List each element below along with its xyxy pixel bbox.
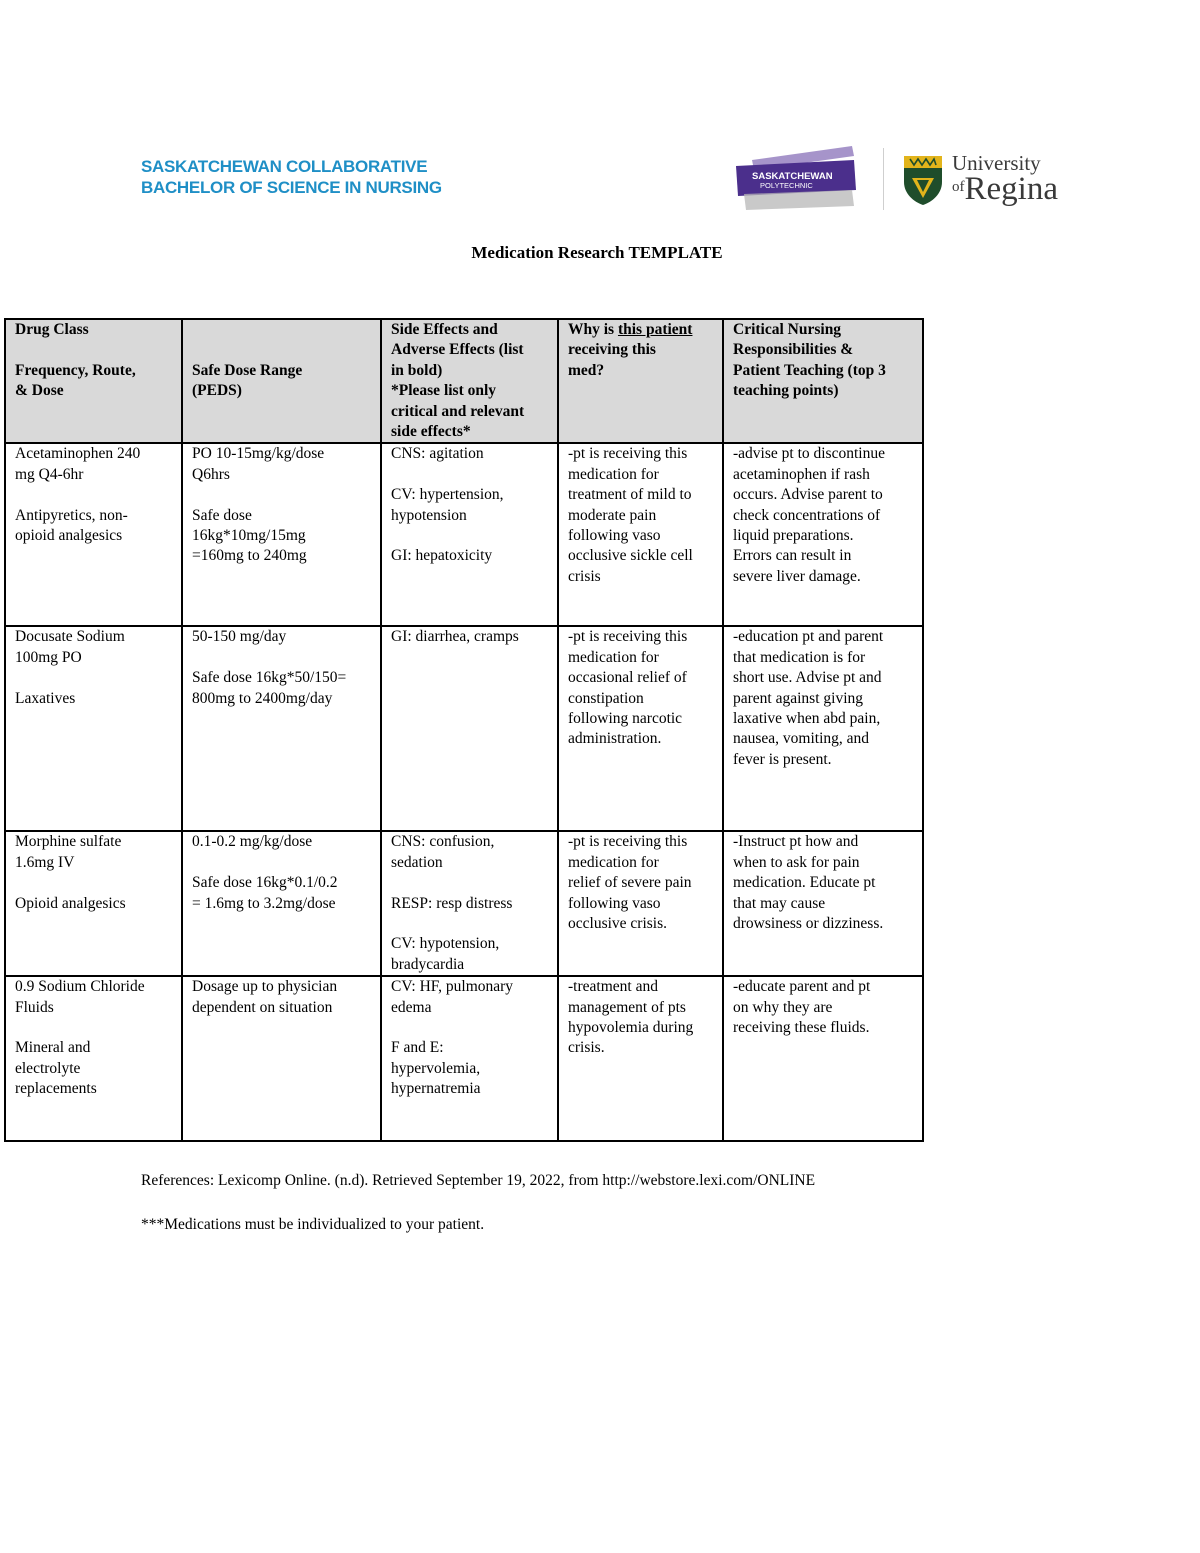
cell-line bbox=[192, 648, 371, 668]
reason-cell bbox=[558, 626, 723, 831]
medication-table bbox=[4, 318, 924, 1142]
cell-line: dependent on situation bbox=[192, 998, 333, 1016]
cell-line: F and E: bbox=[391, 1039, 444, 1057]
header-line: teaching points) bbox=[733, 382, 839, 400]
nursing-cell bbox=[723, 831, 923, 976]
cell-line: Mineral and bbox=[15, 1039, 91, 1057]
header-line: Frequency, Route, bbox=[15, 361, 136, 379]
cell-line: Fluids bbox=[15, 998, 54, 1016]
cell-line: receiving these fluids. bbox=[733, 1019, 870, 1037]
header-line bbox=[192, 340, 371, 360]
cell-line: = 1.6mg to 3.2mg/dose bbox=[192, 894, 336, 912]
cell-line: that may cause bbox=[733, 894, 826, 912]
cell-line: edema bbox=[391, 998, 432, 1016]
program-name bbox=[141, 156, 442, 198]
cell-line bbox=[15, 1018, 172, 1038]
cell-line: Opioid analgesics bbox=[15, 894, 126, 912]
drug-cell bbox=[5, 443, 182, 626]
cell-line: hypernatremia bbox=[391, 1080, 481, 1098]
header-drug-class bbox=[5, 319, 182, 443]
cell-line: medication. Educate pt bbox=[733, 874, 876, 892]
cell-line bbox=[192, 485, 371, 505]
header-line: Safe Dose Range bbox=[192, 361, 303, 379]
crest-icon bbox=[902, 154, 944, 206]
cell-line: CV: hypertension, bbox=[391, 486, 504, 504]
cell-line: 16kg*10mg/15mg bbox=[192, 527, 306, 545]
cell-line: crisis. bbox=[568, 1039, 605, 1057]
cell-line: -education pt and parent bbox=[733, 628, 884, 646]
header-safe-dose-range bbox=[182, 319, 381, 443]
cell-line: management of pts bbox=[568, 998, 686, 1016]
cell-line: Safe dose 16kg*50/150= bbox=[192, 669, 347, 687]
cell-line bbox=[15, 668, 172, 688]
cell-line bbox=[391, 465, 548, 485]
reason-cell bbox=[558, 831, 723, 976]
header-line: Drug Class bbox=[15, 321, 89, 338]
header-line: Patient Teaching (top 3 bbox=[733, 361, 886, 379]
cell-line: -pt is receiving this bbox=[568, 628, 688, 646]
header-line: (PEDS) bbox=[192, 382, 242, 400]
cell-line: CNS: confusion, bbox=[391, 833, 495, 851]
cell-line bbox=[391, 914, 548, 934]
header-line: Responsibilities & bbox=[733, 341, 854, 359]
cell-line: CV: hypotension, bbox=[391, 935, 500, 953]
nursing-cell bbox=[723, 443, 923, 626]
cell-line: Laxatives bbox=[15, 689, 76, 707]
poly-logo-text-line1: SASKATCHEWAN bbox=[752, 171, 833, 182]
cell-line: occurs. Advise parent to bbox=[733, 486, 883, 504]
cell-line: 50-150 mg/day bbox=[192, 628, 287, 646]
header-line: *Please list only bbox=[391, 382, 497, 400]
dose-cell bbox=[182, 626, 381, 831]
header-line: med? bbox=[568, 361, 605, 379]
cell-line: laxative when abd pain, bbox=[733, 710, 881, 728]
nursing-cell bbox=[723, 626, 923, 831]
header-line: Side Effects and bbox=[391, 321, 498, 338]
cell-line: Safe dose 16kg*0.1/0.2 bbox=[192, 874, 338, 892]
uregina-university-text: University bbox=[952, 151, 1041, 175]
cell-line bbox=[391, 873, 548, 893]
cell-line: parent against giving bbox=[733, 689, 863, 707]
side-effects-cell bbox=[381, 443, 558, 626]
cell-line: -advise pt to discontinue bbox=[733, 445, 885, 463]
header-why-underlined: this patient bbox=[617, 321, 693, 338]
cell-line: medication for bbox=[568, 465, 659, 483]
cell-line: treatment of mild to bbox=[568, 486, 692, 504]
cell-line: drowsiness or dizziness. bbox=[733, 915, 884, 933]
cell-line: bradycardia bbox=[391, 955, 465, 973]
table-row bbox=[5, 976, 923, 1141]
cell-line: sedation bbox=[391, 853, 443, 871]
table-row bbox=[5, 443, 923, 626]
cell-line: opioid analgesics bbox=[15, 527, 123, 545]
cell-line: GI: diarrhea, cramps bbox=[391, 628, 519, 646]
side-effects-cell bbox=[381, 626, 558, 831]
cell-line: CNS: agitation bbox=[391, 445, 484, 463]
cell-line: medication for bbox=[568, 648, 659, 666]
cell-line: Errors can result in bbox=[733, 547, 852, 565]
cell-line: acetaminophen if rash bbox=[733, 465, 870, 483]
cell-line: on why they are bbox=[733, 998, 833, 1016]
cell-line bbox=[391, 526, 548, 546]
cell-line: 800mg to 2400mg/day bbox=[192, 689, 333, 707]
saskatchewan-polytechnic-logo bbox=[734, 146, 860, 212]
header-why-prefix: Why is bbox=[568, 321, 618, 338]
reason-cell bbox=[558, 976, 723, 1141]
cell-line: constipation bbox=[568, 689, 644, 707]
cell-line: replacements bbox=[15, 1080, 97, 1098]
cell-line: short use. Advise pt and bbox=[733, 669, 882, 687]
dose-cell bbox=[182, 831, 381, 976]
cell-line: 1.6mg IV bbox=[15, 853, 75, 871]
cell-line: =160mg to 240mg bbox=[192, 547, 307, 565]
cell-line bbox=[391, 1018, 548, 1038]
cell-line: check concentrations of bbox=[733, 506, 881, 524]
individualize-note: ***Medications must be individualized to your patient. bbox=[141, 1216, 485, 1233]
university-of-regina-logo bbox=[902, 152, 1062, 208]
references-text: References: Lexicomp Online. (n.d). Retrieved September 19, 2022, from http://webstore.lexi.com/ONLINE bbox=[141, 1172, 816, 1189]
cell-line: occlusive sickle cell bbox=[568, 547, 693, 565]
drug-cell bbox=[5, 626, 182, 831]
cell-line bbox=[15, 485, 172, 505]
reason-cell bbox=[558, 443, 723, 626]
cell-line: 0.1-0.2 mg/kg/dose bbox=[192, 833, 313, 851]
cell-line: PO 10-15mg/kg/dose bbox=[192, 445, 325, 463]
cell-line: medication for bbox=[568, 853, 659, 871]
header-line bbox=[568, 320, 713, 340]
uregina-wordmark bbox=[952, 151, 1058, 207]
cell-line: CV: HF, pulmonary bbox=[391, 978, 514, 996]
cell-line: -educate parent and pt bbox=[733, 978, 871, 996]
cell-line: Docusate Sodium bbox=[15, 628, 125, 646]
cell-line: following narcotic bbox=[568, 710, 683, 728]
cell-line: hypovolemia during bbox=[568, 1019, 694, 1037]
cell-line: occlusive crisis. bbox=[568, 915, 668, 933]
header-nursing-responsibilities bbox=[723, 319, 923, 443]
header-why-receiving bbox=[558, 319, 723, 443]
cell-line: Dosage up to physician bbox=[192, 978, 338, 996]
cell-line: Acetaminophen 240 bbox=[15, 445, 141, 463]
cell-line: electrolyte bbox=[15, 1059, 81, 1077]
drug-cell bbox=[5, 976, 182, 1141]
cell-line: that medication is for bbox=[733, 648, 866, 666]
side-effects-cell bbox=[381, 976, 558, 1141]
program-name-line2: BACHELOR OF SCIENCE IN NURSING bbox=[141, 178, 442, 197]
cell-line: relief of severe pain bbox=[568, 874, 692, 892]
cell-line: when to ask for pain bbox=[733, 853, 860, 871]
drug-cell bbox=[5, 831, 182, 976]
cell-line: severe liver damage. bbox=[733, 567, 861, 585]
table-row bbox=[5, 831, 923, 976]
cell-line: 100mg PO bbox=[15, 648, 82, 666]
cell-line: hypervolemia, bbox=[391, 1059, 481, 1077]
cell-line: nausea, vomiting, and bbox=[733, 730, 870, 748]
side-effects-cell bbox=[381, 831, 558, 976]
header-line bbox=[15, 340, 172, 360]
cell-line: Antipyretics, non- bbox=[15, 506, 128, 524]
cell-line: liquid preparations. bbox=[733, 527, 854, 545]
dose-cell bbox=[182, 976, 381, 1141]
cell-line: hypotension bbox=[391, 506, 467, 524]
cell-line: following vaso bbox=[568, 527, 661, 545]
program-name-line1: SASKATCHEWAN COLLABORATIVE bbox=[141, 157, 428, 176]
cell-line: -pt is receiving this bbox=[568, 445, 688, 463]
page-title: Medication Research TEMPLATE bbox=[471, 243, 723, 262]
header-line: Critical Nursing bbox=[733, 321, 842, 338]
cell-line: Morphine sulfate bbox=[15, 833, 122, 851]
cell-line: RESP: resp distress bbox=[391, 894, 513, 912]
header-line: side effects* bbox=[391, 423, 471, 441]
cell-line: GI: hepatoxicity bbox=[391, 547, 493, 565]
header-line: receiving this bbox=[568, 341, 656, 359]
uregina-of-text: of bbox=[952, 179, 965, 195]
cell-line: Q6hrs bbox=[192, 465, 230, 483]
cell-line: mg Q4-6hr bbox=[15, 465, 84, 483]
nursing-cell bbox=[723, 976, 923, 1141]
header-side-effects bbox=[381, 319, 558, 443]
cell-line: crisis bbox=[568, 567, 601, 585]
cell-line bbox=[15, 873, 172, 893]
header-line: & Dose bbox=[15, 382, 64, 400]
uregina-regina-text: Regina bbox=[964, 171, 1058, 207]
table-body bbox=[5, 443, 923, 1141]
header-line: critical and relevant bbox=[391, 402, 525, 420]
header-line: Adverse Effects (list bbox=[391, 341, 524, 359]
dose-cell bbox=[182, 443, 381, 626]
logo-divider bbox=[883, 148, 884, 210]
poly-logo-text-line2: POLYTECHNIC bbox=[760, 181, 813, 190]
cell-line: Safe dose bbox=[192, 506, 252, 524]
cell-line: occasional relief of bbox=[568, 669, 687, 687]
cell-line: administration. bbox=[568, 730, 662, 748]
cell-line: 0.9 Sodium Chloride bbox=[15, 978, 145, 996]
cell-line: -treatment and bbox=[568, 978, 658, 996]
table-header-row bbox=[5, 319, 923, 443]
cell-line: -Instruct pt how and bbox=[733, 833, 859, 851]
header-line: in bold) bbox=[391, 361, 443, 379]
table-row bbox=[5, 626, 923, 831]
cell-line: moderate pain bbox=[568, 506, 657, 524]
cell-line: fever is present. bbox=[733, 750, 832, 768]
cell-line: -pt is receiving this bbox=[568, 833, 688, 851]
header-line bbox=[192, 320, 371, 340]
cell-line bbox=[192, 853, 371, 873]
references-section bbox=[141, 1171, 815, 1259]
cell-line: following vaso bbox=[568, 894, 661, 912]
